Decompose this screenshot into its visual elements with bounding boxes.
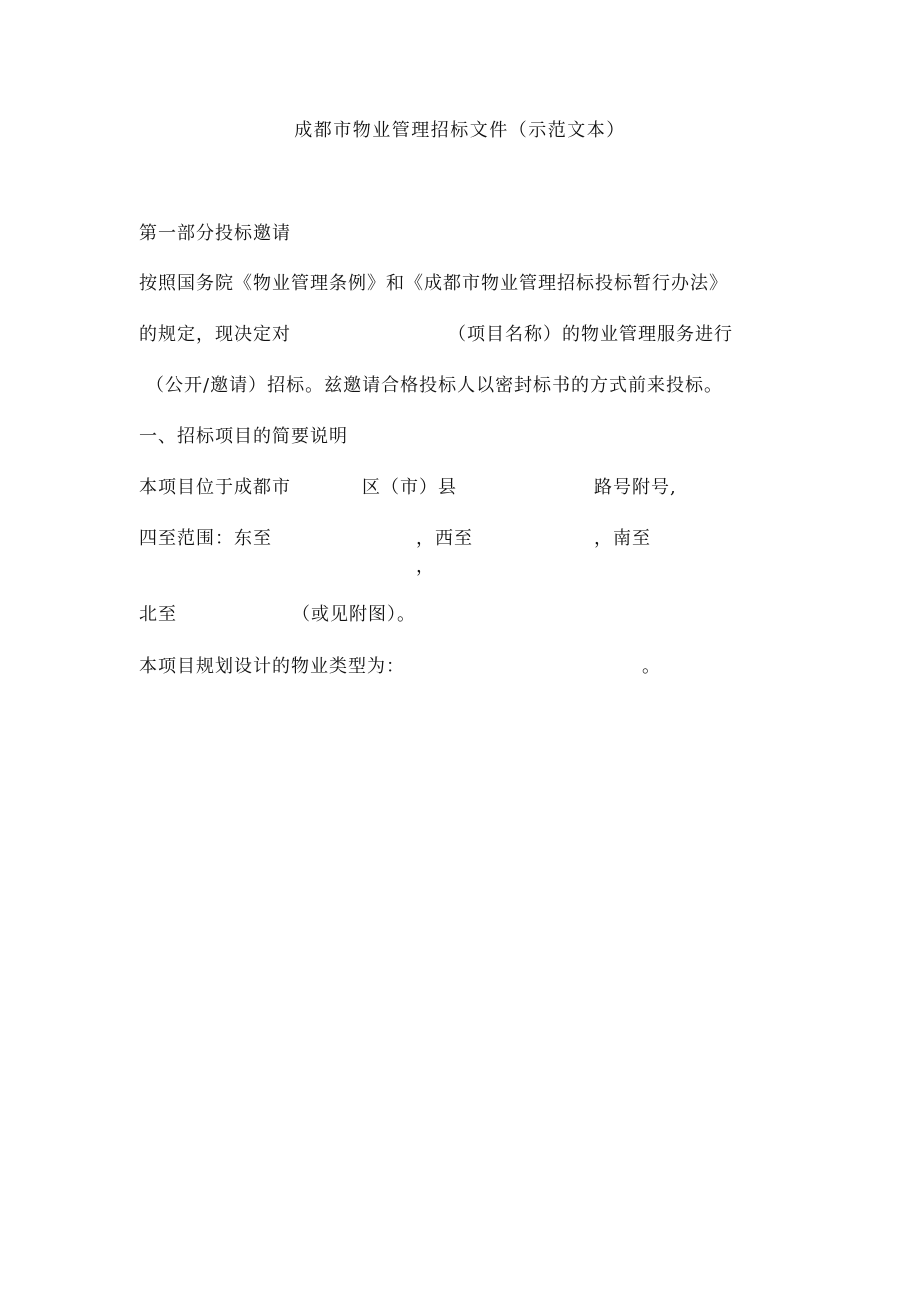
part-heading: 第一部分投标邀请 — [139, 223, 291, 244]
location-district: 区（市）县 — [362, 477, 457, 498]
paragraph-line: 按照国务院《物业管理条例》和《成都市物业管理招标投标暂行办法》 — [139, 273, 728, 294]
document-title: 成都市物业管理招标文件（示范文本） — [294, 120, 626, 141]
bounds-north: 北至 — [139, 604, 177, 625]
bounds-south: ，南至 — [594, 528, 651, 549]
bounds-north-note: （或见附图）。 — [292, 604, 416, 625]
bounds-east: 四至范围：东至 — [139, 528, 272, 549]
section-heading: 一、招标项目的简要说明 — [139, 426, 348, 447]
location-label: 本项目位于成都市 — [139, 477, 291, 498]
property-type-end: 。 — [642, 656, 661, 677]
paragraph-line-text: 的规定，现决定对 — [139, 324, 291, 345]
paragraph-line-text: （项目名称）的物业管理服务进行 — [448, 324, 733, 345]
paragraph-line: （公开/邀请）招标。兹邀请合格投标人以密封标书的方式前来投标。 — [146, 375, 724, 396]
property-type-label: 本项目规划设计的物业类型为： — [139, 656, 405, 677]
bounds-comma: ， — [416, 556, 435, 577]
bounds-west: ，西至 — [416, 528, 473, 549]
location-road: 路号附号, — [594, 477, 677, 498]
